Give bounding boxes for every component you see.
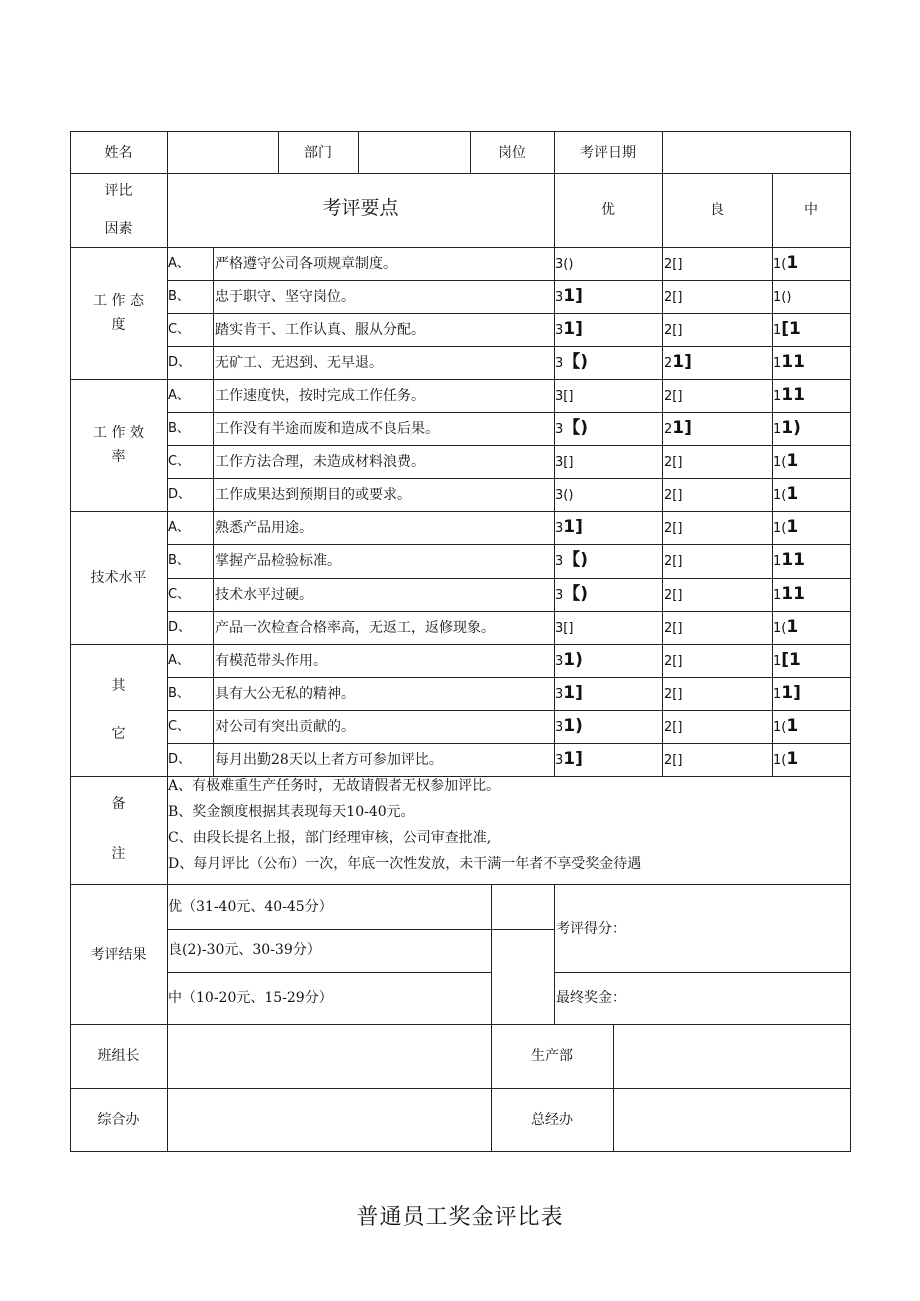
item-text: 掌握产品检验标准。 [215, 553, 341, 569]
item-col-divider [662, 379, 663, 512]
mark-base: 3 [555, 720, 564, 735]
grade-mark-m3 [555, 386, 573, 406]
item-letter: B、 [168, 686, 190, 701]
grade-mark-m2 [664, 419, 692, 439]
mark-bold: 1] [563, 286, 583, 306]
mark-base: 1 [773, 554, 782, 569]
item-col-divider [213, 379, 214, 512]
section-bottom [70, 511, 851, 512]
mark-bold: 1] [781, 683, 801, 703]
mark-base: 2[] [664, 389, 683, 404]
item-letter: C、 [168, 587, 191, 602]
item-row-divider [167, 578, 851, 579]
section-label: 技术水平 [90, 570, 147, 586]
mark-base: 2[] [664, 588, 683, 603]
header-divider [662, 131, 663, 174]
item-text: 有模范带头作用。 [215, 653, 327, 669]
mark-base: 3[] [555, 621, 574, 636]
grade-mark-m1 [773, 551, 805, 571]
item-letter: B、 [168, 289, 190, 304]
mark-base: 1( [773, 521, 787, 536]
signature-row-divider [70, 1088, 851, 1089]
grade-mark-m3 [555, 717, 583, 737]
mark-bold: 【) [563, 584, 589, 604]
mark-base: 1 [773, 323, 782, 338]
grade-medium: 中 [804, 202, 818, 218]
mark-bold: 【) [563, 418, 589, 438]
grade-mark-m1 [773, 254, 798, 274]
result-grade: 良(2)-30元、30-39分） [168, 942, 321, 958]
section-label: 它 [111, 726, 126, 742]
remarks-label: 注 [111, 846, 126, 862]
mark-bold: 1 [786, 253, 799, 273]
mark-bold: 11 [781, 385, 805, 405]
production-label: 生产部 [531, 1048, 573, 1064]
result-bottom [70, 1024, 851, 1025]
grade-mark-m3 [555, 750, 583, 770]
item-text: 具有大公无私的精神。 [215, 686, 355, 702]
mark-base: 3[] [555, 389, 574, 404]
section-label: 工 作 效 [93, 425, 144, 441]
mark-bold: 1] [672, 352, 692, 372]
item-row-divider [167, 346, 851, 347]
section-label: 工 作 态 [93, 293, 144, 309]
mark-base: 3() [555, 488, 574, 503]
mark-base: 3 [555, 290, 564, 305]
mark-bold: 11 [781, 584, 805, 604]
team-leader-label: 班组长 [97, 1048, 140, 1064]
mark-bold: 11 [781, 352, 805, 372]
mark-base: 1( [773, 753, 787, 768]
grade-mark-m1 [773, 287, 791, 307]
item-row-divider [167, 445, 851, 446]
grade-mark-m3 [555, 651, 583, 671]
grade-mark-m2 [664, 287, 682, 307]
grade-good: 良 [710, 202, 724, 218]
mark-base: 2 [664, 356, 673, 371]
mark-bold: 1 [786, 484, 799, 504]
section-label: 度 [111, 317, 126, 333]
item-text: 工作成果达到预期目的或要求。 [215, 487, 411, 503]
mark-base: 3() [555, 257, 574, 272]
factor-label: 评比 [104, 183, 133, 199]
name-label: 姓名 [104, 145, 133, 161]
mark-bold: 1] [672, 418, 692, 438]
mark-bold: 1 [786, 749, 799, 769]
item-text: 忠于职守、坚守岗位。 [215, 289, 355, 305]
result-label: 考评结果 [90, 947, 147, 963]
grade-mark-m1 [773, 518, 798, 538]
grade-mark-m1 [773, 750, 798, 770]
grade-mark-m2 [664, 254, 682, 274]
item-col-divider [213, 511, 214, 645]
item-text: 熟悉产品用途。 [215, 520, 313, 536]
bonus-label: 最终奖金： [556, 990, 626, 1006]
item-text: 每月出勤28天以上者方可参加评比。 [215, 752, 443, 768]
mark-base: 2[] [664, 753, 683, 768]
remark-item: B、奖金额度根据其表现每天10-40元。 [168, 804, 415, 820]
remark-item: C、由段长提名上报，部门经理审核，公司审查批准, [168, 830, 492, 846]
frame-right [850, 131, 851, 1152]
item-text: 工作方法合理，未造成材料浪费。 [215, 454, 425, 470]
mark-base: 2[] [664, 488, 683, 503]
mark-base: 3 [555, 588, 564, 603]
post-label: 岗位 [498, 145, 526, 161]
grade-mark-m2 [664, 585, 682, 605]
grade-mark-m1 [773, 419, 801, 439]
item-letter: C、 [168, 454, 191, 469]
result-row-divider [554, 972, 851, 973]
grade-mark-m1 [773, 320, 801, 340]
grade-mark-m1 [773, 386, 805, 406]
mark-bold: 【) [563, 352, 589, 372]
mark-base: 3 [555, 687, 564, 702]
general-office-label: 综合办 [97, 1112, 140, 1128]
mark-bold: 1) [563, 650, 583, 670]
header-divider [358, 131, 359, 174]
grade-mark-m1 [773, 618, 798, 638]
mark-base: 3 [555, 521, 564, 536]
section-label: 其 [111, 678, 126, 694]
item-row-divider [167, 280, 851, 281]
section-label: 率 [111, 449, 126, 465]
grade-mark-m1 [773, 717, 798, 737]
mark-base: 1( [773, 720, 787, 735]
item-text: 工作没有半途而废和造成不良后果。 [215, 421, 439, 437]
item-row-divider [167, 611, 851, 612]
remarks-label: 备 [111, 796, 126, 812]
grade-mark-m3 [555, 419, 588, 439]
mark-base: 1() [773, 290, 792, 305]
item-text: 无矿工、无迟到、无早退。 [215, 355, 383, 371]
item-letter: A、 [168, 256, 190, 271]
document-title: 普通员工奖金评比表 [356, 1205, 564, 1230]
points-label: 考评要点 [322, 197, 399, 219]
grade-mark-m1 [773, 353, 805, 373]
item-letter: A、 [168, 388, 190, 403]
mark-bold: 1] [563, 749, 583, 769]
mark-base: 3 [555, 654, 564, 669]
signature-divider [491, 1024, 492, 1152]
grade-mark-m3 [555, 287, 583, 307]
grade-mark-m2 [664, 750, 682, 770]
mark-base: 2[] [664, 290, 683, 305]
grade-mark-m1 [773, 485, 798, 505]
grade-mark-m3 [555, 585, 588, 605]
mark-base: 3[] [555, 455, 574, 470]
item-row-divider [167, 710, 851, 711]
mark-bold: 1) [563, 716, 583, 736]
grade-mark-m1 [773, 452, 798, 472]
date-label: 考评日期 [580, 145, 636, 161]
mark-base: 1 [773, 422, 782, 437]
grade-mark-m2 [664, 320, 682, 340]
mark-base: 3 [555, 753, 564, 768]
mark-bold: [1 [781, 650, 801, 670]
item-letter: D、 [168, 620, 192, 635]
grade-mark-m3 [555, 452, 573, 472]
mark-base: 2[] [664, 455, 683, 470]
general-manager-label: 总经办 [531, 1112, 573, 1128]
item-col-divider [662, 644, 663, 777]
mark-base: 1 [773, 588, 782, 603]
item-letter: A、 [168, 653, 190, 668]
signature-divider [613, 1024, 614, 1152]
item-letter: A、 [168, 520, 190, 535]
grade-mark-m3 [555, 320, 583, 340]
grade-mark-m2 [664, 651, 682, 671]
grade-mark-m1 [773, 651, 801, 671]
mark-base: 3 [555, 323, 564, 338]
grade-mark-m2 [664, 618, 682, 638]
grade-excellent: 优 [601, 202, 615, 218]
mark-base: 2[] [664, 654, 683, 669]
grade-mark-m2 [664, 485, 682, 505]
mark-base: 3 [555, 356, 564, 371]
mark-bold: 1 [786, 451, 799, 471]
mark-base: 2[] [664, 323, 683, 338]
grade-mark-m2 [664, 353, 692, 373]
mark-base: 2[] [664, 257, 683, 272]
mark-base: 1( [773, 455, 787, 470]
mark-bold: 11 [781, 550, 805, 570]
grade-mark-m3 [555, 353, 588, 373]
mark-base: 1 [773, 687, 782, 702]
grade-mark-m3 [555, 254, 573, 274]
item-text: 技术水平过硬。 [215, 587, 313, 603]
frame-top [70, 131, 851, 132]
item-col-divider [213, 644, 214, 777]
mark-bold: 1 [786, 617, 799, 637]
header-row2-bottom [70, 247, 851, 248]
header-divider [167, 131, 168, 174]
item-text: 对公司有突出贡献的。 [215, 719, 355, 735]
item-col-divider [662, 511, 663, 645]
result-row-divider [167, 972, 492, 973]
grade-mark-m3 [555, 518, 583, 538]
mark-bold: [1 [781, 319, 801, 339]
item-letter: C、 [168, 322, 191, 337]
mark-base: 2[] [664, 687, 683, 702]
factor-label: 因素 [104, 221, 133, 237]
mark-base: 1 [773, 356, 782, 371]
grade-mark-m3 [555, 684, 583, 704]
item-text: 严格遵守公司各项规章制度。 [215, 256, 397, 272]
item-letter: B、 [168, 421, 190, 436]
result-divider [554, 884, 555, 1025]
item-row-divider [167, 677, 851, 678]
result-row-divider [167, 929, 555, 930]
dept-label: 部门 [304, 145, 332, 161]
section-bottom [70, 379, 851, 380]
item-col-divider [662, 247, 663, 380]
remark-item: D、每月评比（公布）一次，年底一次性发放，未干满一年者不享受奖金待遇 [168, 856, 642, 872]
mark-bold: 1] [563, 683, 583, 703]
item-letter: B、 [168, 553, 190, 568]
mark-base: 1 [773, 389, 782, 404]
mark-base: 2 [664, 422, 673, 437]
grade-mark-m1 [773, 684, 801, 704]
grade-mark-m2 [664, 386, 682, 406]
grade-mark-m2 [664, 717, 682, 737]
signature-divider [167, 1024, 168, 1152]
frame-bottom [70, 1151, 851, 1152]
item-letter: D、 [168, 487, 192, 502]
score-label: 考评得分： [556, 921, 626, 937]
header-row1-bottom [70, 173, 851, 174]
item-row-divider [167, 313, 851, 314]
grade-mark-m3 [555, 485, 573, 505]
item-row-divider [167, 743, 851, 744]
item-letter: C、 [168, 719, 191, 734]
remark-item: A、有极难重生产任务时，无故请假者无权参加评比。 [168, 778, 501, 794]
mark-bold: 1] [563, 319, 583, 339]
grade-mark-m2 [664, 452, 682, 472]
item-col-divider [213, 247, 214, 380]
item-text: 产品一次检查合格率高，无返工，返修现象。 [215, 620, 495, 636]
mark-base: 2[] [664, 554, 683, 569]
mark-bold: 【) [563, 550, 589, 570]
grade-mark-m2 [664, 551, 682, 571]
mark-base: 1 [773, 654, 782, 669]
item-row-divider [167, 478, 851, 479]
grade-mark-m2 [664, 684, 682, 704]
mark-base: 1( [773, 621, 787, 636]
mark-base: 3 [555, 422, 564, 437]
item-text: 踏实肯干、工作认真、服从分配。 [215, 322, 425, 338]
mark-base: 1( [773, 257, 787, 272]
item-letter: D、 [168, 355, 192, 370]
grade-mark-m1 [773, 585, 805, 605]
item-letter: D、 [168, 752, 192, 767]
result-grade: 中（10-20元、15-29分） [168, 990, 333, 1006]
mark-base: 2[] [664, 621, 683, 636]
frame-left [70, 131, 71, 1152]
mark-base: 3 [555, 554, 564, 569]
mark-base: 2[] [664, 521, 683, 536]
mark-base: 2[] [664, 720, 683, 735]
mark-bold: 1 [786, 517, 799, 537]
item-row-divider [167, 412, 851, 413]
grade-mark-m3 [555, 618, 573, 638]
item-row-divider [167, 544, 851, 545]
grade-mark-m2 [664, 518, 682, 538]
result-divider [491, 884, 492, 1025]
mark-bold: 1 [786, 716, 799, 736]
result-grade: 优（31-40元、40-45分） [168, 899, 333, 915]
mark-bold: 1] [563, 517, 583, 537]
remarks-bottom [70, 884, 851, 885]
mark-bold: 1) [781, 418, 801, 438]
grade-mark-m3 [555, 551, 588, 571]
item-text: 工作速度快，按时完成工作任务。 [215, 388, 425, 404]
mark-base: 1( [773, 488, 787, 503]
section-bottom [70, 644, 851, 645]
